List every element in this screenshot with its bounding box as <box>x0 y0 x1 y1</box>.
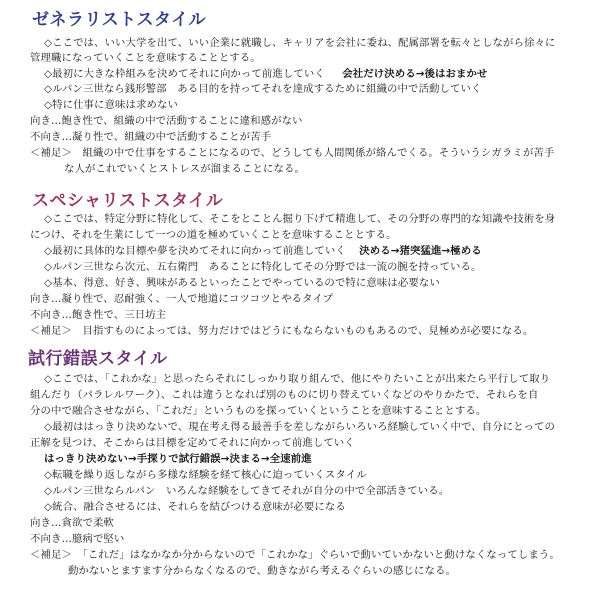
general-point-meaning: ◇特に仕事に意味は求めない <box>44 99 178 111</box>
general-style-heading: ゼネラリストスタイル <box>32 10 207 30</box>
general-note-line-2: な人がこれでいくとストレスが溜まることになる。 <box>64 163 305 175</box>
specialist-note: ＜補足＞ 目指すものによっては、努力だけではどうにもならないものもあるので、見極めが必要になる。 <box>30 325 534 337</box>
specialist-point-lupin: ◇ルパン三世なら次元、五右衛門 あることに特化してその分野では一流の腕を持っている。 <box>44 261 482 273</box>
specialist-flow: 決める→猪突猛進→極める <box>359 245 482 257</box>
trial-suited: 向き…貪欲で柔軟 <box>30 517 114 529</box>
general-unsuited: 不向き…凝り性で、組織の中で活動することが苦手 <box>30 131 272 143</box>
trial-note-line-2: 動かないとますます分からなくなるので、動きながら考えるぐらいの感じになる。 <box>68 565 456 577</box>
general-intro-line-2: 管理職になっていくことを意味することとする。 <box>30 52 261 64</box>
specialist-point-goal-text: ◇最初に具体的な目標や夢を決めてそれに向かって前進していく <box>44 245 346 257</box>
trial-point-lupin: ◇ルパン三世ならルパン いろんな経験をしてきてそれが自分の中で全部活きている。 <box>44 485 450 497</box>
specialist-suited: 向き…凝り性で、忍耐強く、一人で地道にコツコツとやるタイプ <box>30 293 334 305</box>
trial-intro-line-1: ◇ここでは、「これかな」と思ったらそれにしっかり取り組んで、他にやりたいことが出来たら平行して取り <box>44 373 551 385</box>
general-suited: 向き…飽き性で、組織の中で活動することに違和感がない <box>30 115 303 127</box>
specialist-intro-line-2: につけ、それを生業にして一つの道を極めていくことを意味することとする。 <box>30 229 397 241</box>
specialist-style-heading: スペシャリストスタイル <box>32 191 224 211</box>
trial-point-integration: ◇統合、融合させるには、それらを結びつける意味が必要になる <box>44 501 346 513</box>
general-point-lupin: ◇ルパン三世なら銭形警部 ある目的を持ってそれを達成するために組織の中で活動していく <box>44 83 482 95</box>
trial-flow: はっきり決めない→手探りで試行錯誤→決まる→全速前進 <box>44 453 312 465</box>
general-intro-line-1: ◇ここでは、いい大学を出て、いい企業に就職し、キャリアを会社に委ね、配属部署を転々としながら徐々に <box>44 37 556 49</box>
trial-intro-line-2: 組んだり（パラレルワーク）、これは違うとなれば別のものに切り替えていくなどのやりかたで、それらを自 <box>30 389 539 401</box>
trial-point-job-change: ◇転職を繰り返しながら多様な経験を経て核心に迫っていくスタイル <box>44 469 367 481</box>
trial-style-heading: 試行錯誤スタイル <box>28 349 168 369</box>
general-note-line-1: ＜補足＞ 組織の中で仕事をすることになるので、どうしても人間関係が絡んでくる。そういうシガラミが苦手 <box>30 147 555 159</box>
specialist-intro-line-1: ◇ここでは、特定分野に特化して、そこをとことん掘り下げて精進して、その分野の専門的な知識や技術を身 <box>44 213 556 225</box>
trial-point-start-line-2: 正解を見つけ、そこからは目標を定めてそれに向かって前進していく <box>30 437 355 449</box>
general-point-framework <box>44 67 487 81</box>
trial-point-start-line-1: ◇最初ははっきり決めないで、現在考え得る最善手を差しながらいろいろ経験していく中で、自分にとっての <box>44 421 556 433</box>
specialist-point-goal <box>44 244 482 258</box>
specialist-unsuited: 不向き…飽き性で、三日坊主 <box>30 309 167 321</box>
trial-intro-line-3: 分の中で融合させながら、「これだ」というものを探っていくということを意味することとする。 <box>30 405 487 417</box>
general-flow: 会社だけ決める→後はおまかせ <box>342 68 488 80</box>
specialist-point-basics: ◇基本、得意、好き、興味があるといったことでやっているので特に意味は必要ない <box>44 277 440 289</box>
trial-note-line-1: ＜補足＞ 「これだ」はなかなか分からないので「これかな」ぐらいで動いていかないと動けなくなってしまう。 <box>30 549 560 561</box>
trial-unsuited: 不向き…臆病で堅い <box>30 533 125 545</box>
general-point-framework-text: ◇最初に大きな枠組みを決めてそれに向かって前進していく <box>44 68 325 80</box>
